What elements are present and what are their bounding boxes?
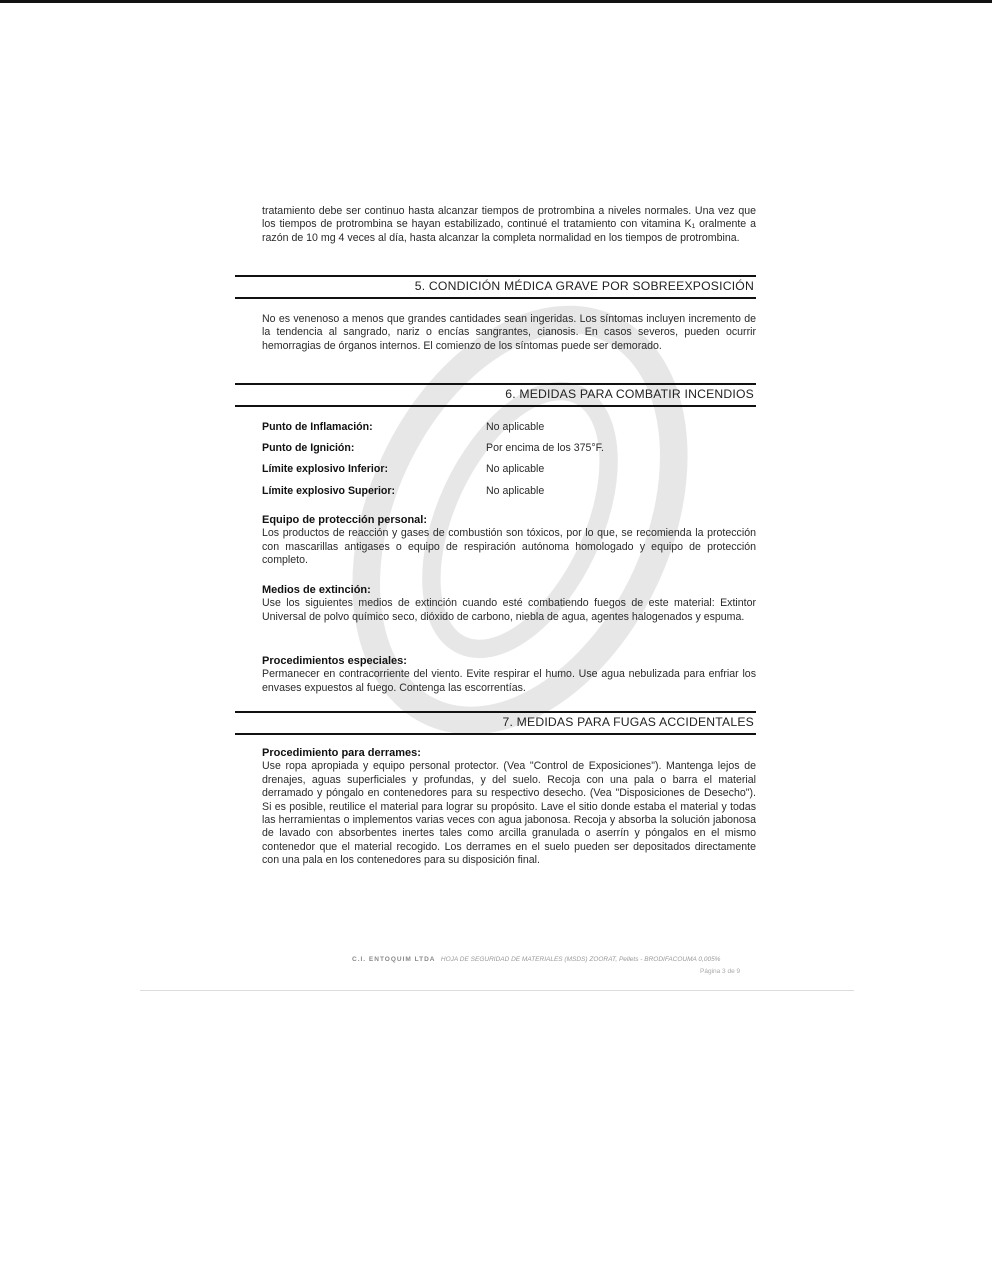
section-title: 7. MEDIDAS PARA FUGAS ACCIDENTALES [502,715,754,729]
section-7-header [235,711,756,735]
property-value: No aplicable [486,421,545,433]
footer-doc-title: HOJA DE SEGURIDAD DE MATERIALES (MSDS) ZOORAT, Pellets - BRODIFACOUMA 0,005% [440,956,721,963]
property-label: Límite explosivo Superior: [262,485,396,497]
paragraph-text: Use ropa apropiada y equipo personal protector. (Vea "Control de Exposiciones"). Mantenga lejos de drenajes, aguas superficiales y profundas, y del suelo. Recoja con una pala o barra el material derramado y póngalo en contenedores para su respectivo desecho. (Vea "Disposiciones de Desecho"). Si es posible, reutilice el material para lograr su propósito. Lave el sitio donde estaba el material y todas las herramientas o implementos varias veces con agua jabonosa. Recoja y absorba la solución jabonosa de lavado con absorbentes inertes tales como arcilla granulada o aserrín y póngalos en el mismo contenedor que el material recogido. Los derrames en el suelo pueden ser depositados directamente con una pala en los contenedores para su disposición final. [262,760,756,867]
subsection-extinction [262,584,756,624]
subsection-spills [262,747,756,868]
paragraph-text: Permanecer en contracorriente del viento. Evite respirar el humo. Use agua nebulizada para enfriar los envases expuestos al fuego. Contenga las escorrentías. [262,668,756,694]
property-label: Punto de Ignición: [262,442,355,454]
section-6-header [235,383,756,407]
scan-border-top [0,0,992,3]
subsection-heading: Procedimientos especiales: [262,655,407,667]
property-label: Punto de Inflamación: [262,421,373,433]
section-title: 5. CONDICIÓN MÉDICA GRAVE POR SOBREEXPOSICIÓN [414,279,754,293]
property-value: Por encima de los 375°F. [486,442,604,454]
section-5-text [262,313,756,353]
section-5-header [235,275,756,299]
property-label: Límite explosivo Inferior: [262,463,388,475]
subsection-ppe [262,514,756,568]
scan-border-bottom [140,990,854,991]
footer-company: C.I. ENTOQUIM LTDA [352,956,436,963]
section-title: 6. MEDIDAS PARA COMBATIR INCENDIOS [505,387,754,401]
property-value: No aplicable [486,463,545,475]
paragraph-text: No es venenoso a menos que grandes cantidades sean ingeridas. Los síntomas incluyen incremento de la tendencia al sangrado, nariz o encías sangrantes, cianosis. En casos severos, pueden ocurrir hemorragias de órganos internos. El comienzo de los síntomas puede ser demorado. [262,313,756,352]
paragraph-text: Use los siguientes medios de extinción cuando esté combatiendo fuegos de este material: Extintor Universal de polvo químico seco, dióxido de carbono, niebla de agua, agentes halogenados y espuma. [262,597,756,623]
subsection-special [262,655,756,695]
paragraph-text: tratamiento debe ser continuo hasta alcanzar tiempos de protrombina a niveles normales. Una vez que los tiempos de protrombina se hayan estabilizado, continué el tratamiento con vitamina K₁ oralmente a razón de 10 mg 4 veces al día, hasta alcanzar la completa normalidad en los tiempos de protrombina. [262,205,756,244]
property-value: No aplicable [486,485,545,497]
subsection-heading: Equipo de protección personal: [262,514,428,526]
page-number: Página 3 de 9 [700,968,741,975]
subsection-heading: Procedimiento para derrames: [262,747,421,759]
paragraph-text: Los productos de reacción y gases de combustión son tóxicos, por lo que, se recomienda la protección con mascarillas antigases o equipo de respiración autónoma homologado y equipo de protección completo. [262,527,756,567]
intro-paragraph [262,205,756,245]
subsection-heading: Medios de extinción: [262,584,371,596]
footer [352,956,720,963]
